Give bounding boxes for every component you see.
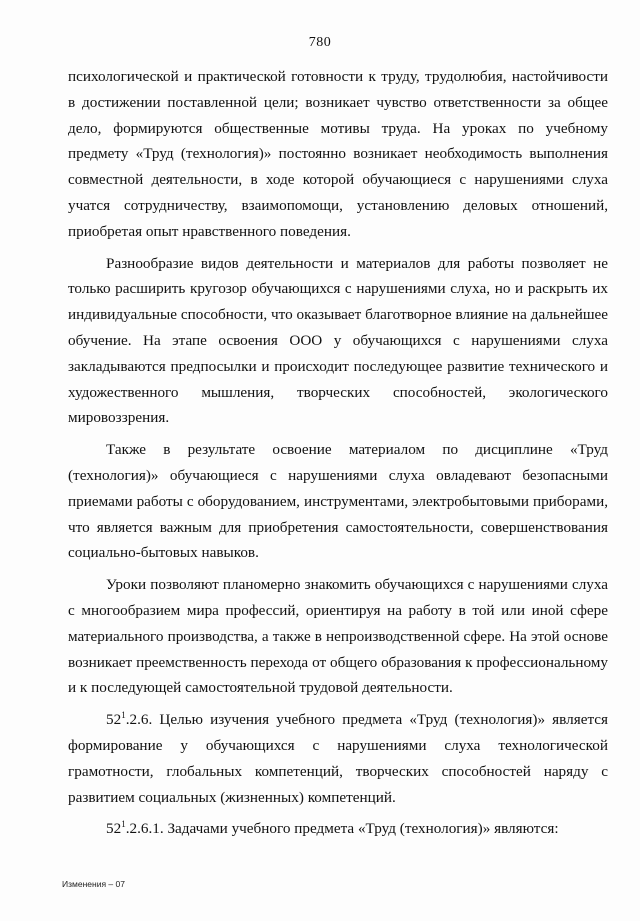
footer-revision: Изменения – 07 <box>62 879 125 889</box>
paragraph-safety: Также в результате освоение материалом по дисциплине «Труд (технология)» обучающиеся с нарушениями слуха овладевают безопасными приемами работы с оборудованием, инструментами, электробытовыми приборами, что является важным для приобретения самостоятельности, совершенствования социально-бытовых навыков. <box>68 441 608 562</box>
clause-tasks-number: 52 <box>106 820 122 838</box>
paragraph-continuation: психологической и практической готовности к труду, трудолюбия, настойчивости в достижении поставленной цели; возникает чувство ответственности за общее дело, формируются общественные мотивы труда. На уроках по учебному предмету «Труд (технология)» постоянно возникает необходимость выполнения совместной деятельности, в ходе которой обучающиеся с нарушениями слуха учатся сотрудничеству, взаимопомощи, установлению деловых отношений, приобретая опыт нравственного поведения. <box>68 68 608 240</box>
clause-goal-number: 52 <box>106 711 122 729</box>
clause-goal-suffix: .2.6. <box>125 711 153 729</box>
clause-tasks-suffix: .2.6.1. <box>125 820 164 838</box>
clause-goal <box>68 707 608 810</box>
clause-tasks <box>68 816 608 842</box>
clause-tasks-superscript: 1 <box>121 819 126 830</box>
clause-goal-superscript: 1 <box>121 710 126 721</box>
paragraph-variety: Разнообразие видов деятельности и материалов для работы позволяет не только расширить кругозор обучающихся с нарушениями слуха, но и раскрыть их индивидуальные способности, что оказывает благотворное влияние на дальнейшее обучение. На этапе освоения ООО у обучающихся с нарушениями слуха закладываются предпосылки и происходит последующее развитие технического и художественного мышления, творческих способностей, экологического мировоззрения. <box>68 254 608 427</box>
page-number: 780 <box>308 35 332 50</box>
clause-tasks-text: Задачами учебного предмета «Труд (технология)» являются: <box>163 820 559 838</box>
paragraph-professions: Уроки позволяют планомерно знакомить обучающихся с нарушениями слуха с многообразием мира профессий, ориентируя на работу в той или иной сфере материального производства, а также в непроизводственной сфере. На этой основе возникает преемственность перехода от общего образования к профессиональному и к последующей самостоятельной трудовой деятельности. <box>68 576 608 697</box>
page-body <box>68 64 608 842</box>
clause-goal-text: Целью изучения учебного предмета «Труд (технология)» является формирование у обучающихся с нарушениями слуха технологической грамотности, глобальных компетенций, творческих способностей наряду с развитием социальных (жизненных) компетенций. <box>68 711 608 806</box>
